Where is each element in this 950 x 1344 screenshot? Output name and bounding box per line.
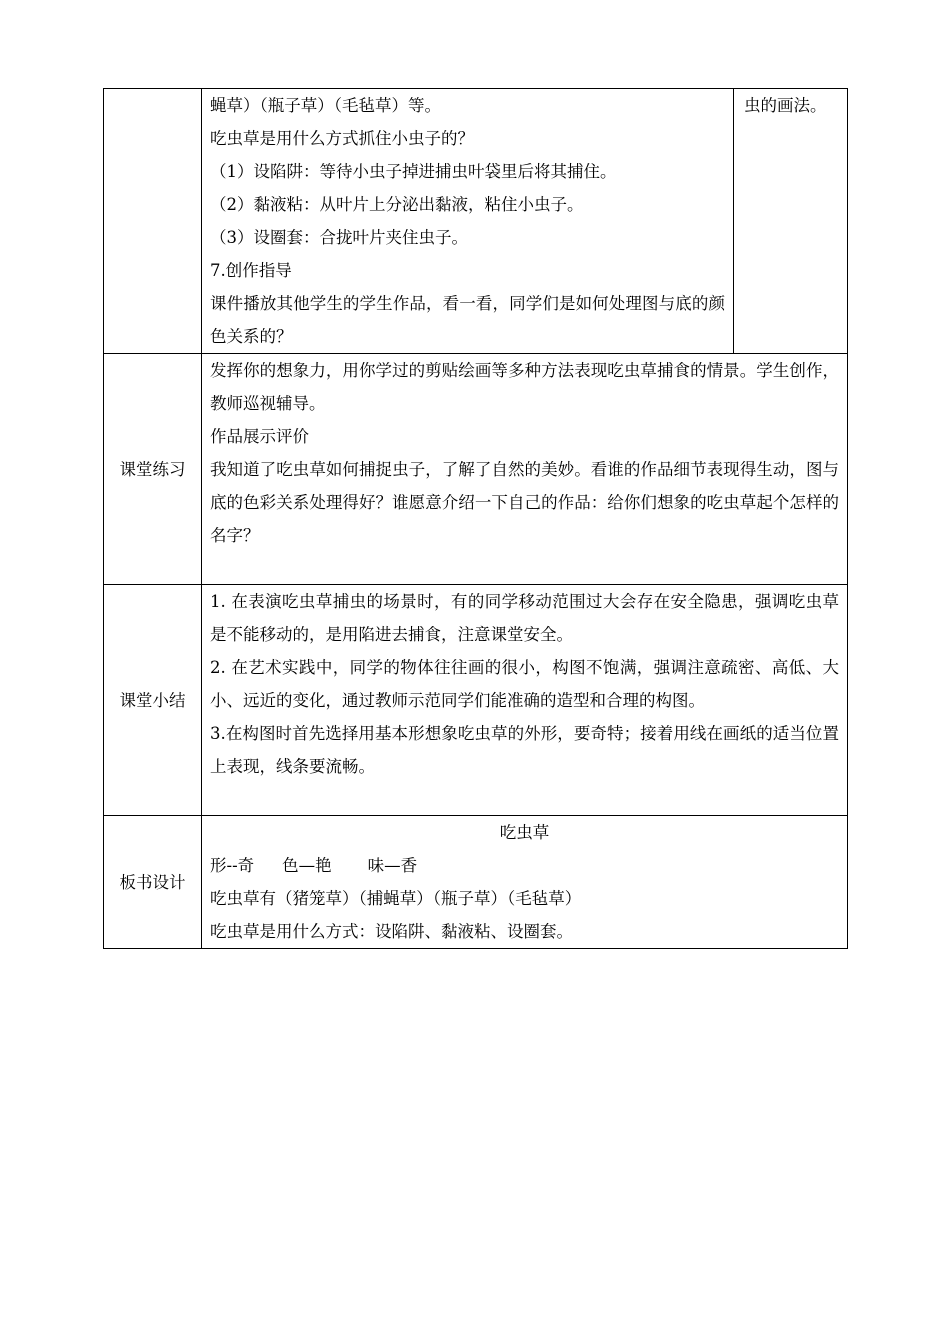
blackboard-content-cell (202, 816, 848, 949)
section-heading: 作品展示评价 (210, 427, 309, 446)
blackboard-traits (210, 849, 839, 882)
row-label-empty (104, 89, 202, 354)
content-line: （3）设圈套：合拢叶片夹住虫子。 (210, 228, 468, 247)
trait-shape: 形--奇 (210, 856, 255, 875)
practice-content-cell (202, 354, 848, 585)
content-paragraph: 发挥你的想象力，用你学过的剪贴绘画等多种方法表现吃虫草捕食的情景。学生创作，教师巡视辅导。 (210, 361, 839, 413)
content-line: 吃虫草是用什么方式：设陷阱、黏液粘、设圈套。 (210, 922, 573, 941)
row-teaching-process (104, 89, 848, 354)
summary-item: 3.在构图时首先选择用基本形想象吃虫草的外形，要奇特；接着用线在画纸的适当位置上表现，线条要流畅。 (210, 724, 839, 776)
row-classroom-practice (104, 354, 848, 585)
trait-color: 色—艳 (282, 856, 332, 875)
row-label-summary: 课堂小结 (104, 585, 202, 816)
summary-item: 2. 在艺术实践中，同学的物体往往画的很小，构图不饱满，强调注意疏密、高低、大小、远近的变化，通过教师示范同学们能准确的造型和合理的构图。 (210, 658, 839, 710)
content-line: 吃虫草是用什么方式抓住小虫子的？ (210, 129, 474, 148)
content-line: （2）黏液粘：从叶片上分泌出黏液，粘住小虫子。 (210, 195, 584, 214)
trait-smell: 味—香 (367, 856, 418, 875)
content-line: （1）设陷阱：等待小虫子掉进捕虫叶袋里后将其捕住。 (210, 162, 617, 181)
content-line: 吃虫草有（猪笼草）（捕蝇草）（瓶子草）（毛毡草） (210, 889, 582, 908)
lesson-plan-table (103, 88, 848, 949)
content-line: 蝇草）（瓶子草）（毛毡草）等。 (210, 96, 441, 115)
process-content-cell (202, 89, 734, 354)
content-paragraph: 我知道了吃虫草如何捕捉虫子，了解了自然的美妙。看谁的作品细节表现得生动，图与底的色彩关系处理得好？谁愿意介绍一下自己的作品：给你们想象的吃虫草起个怎样的名字？ (210, 460, 839, 545)
summary-item: 1. 在表演吃虫草捕虫的场景时，有的同学移动范围过大会存在安全隐患，强调吃虫草是不能移动的，是用陷进去捕食，注意课堂安全。 (210, 592, 839, 644)
row-label-blackboard: 板书设计 (104, 816, 202, 949)
row-blackboard-design (104, 816, 848, 949)
blackboard-title: 吃虫草 (499, 823, 550, 842)
section-heading: 7.创作指导 (210, 261, 292, 280)
content-paragraph: 课件播放其他学生的学生作品，看一看，同学们是如何处理图与底的颜色关系的？ (210, 294, 725, 346)
row-classroom-summary (104, 585, 848, 816)
row-label-practice: 课堂练习 (104, 354, 202, 585)
summary-content-cell (202, 585, 848, 816)
design-intent-cell: 虫的画法。 (734, 89, 848, 354)
